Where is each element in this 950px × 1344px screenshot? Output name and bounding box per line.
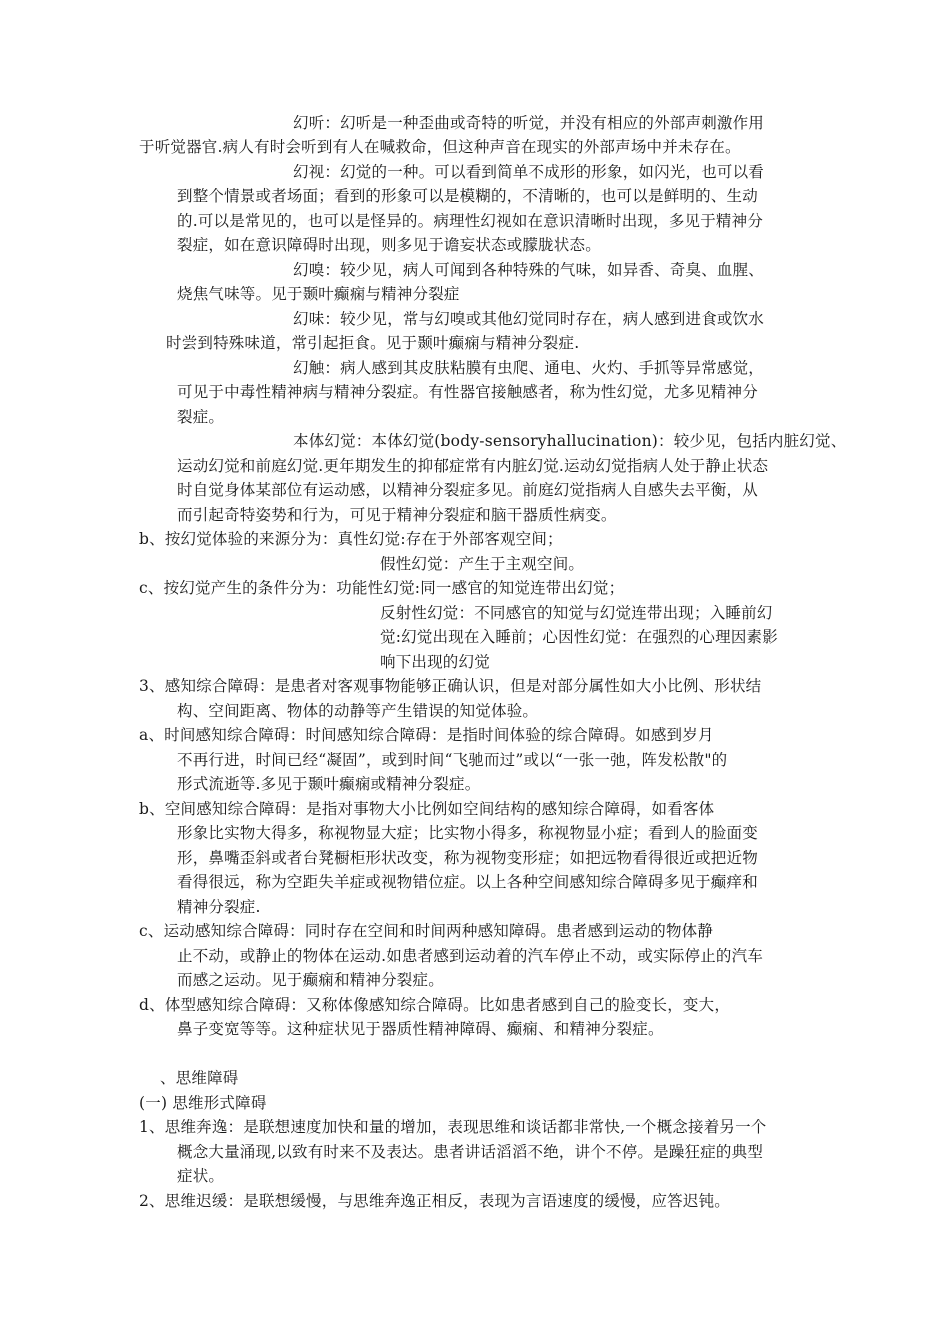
text-line: 的.可以是常见的，也可以是怪异的。病理性幻视如在意识清晰时出现，多见于精神分: [177, 212, 764, 230]
section-heading: 、思维障碍: [160, 1069, 239, 1087]
text-line: 裂症，如在意识障碍时出现，则多见于谵妄状态或朦胧状态。: [177, 236, 601, 254]
text-line: 幻味：较少见，常与幻嗅或其他幻觉同时存在，病人感到进食或饮水: [293, 310, 765, 328]
text-line: 看得很远，称为空距失羊症或视物错位症。以上各种空间感知综合障碍多见于癫痒和: [177, 873, 758, 891]
text-line: 幻听：幻听是一种歪曲或奇特的听觉，并没有相应的外部声刺激作用: [293, 114, 765, 132]
text-line: 时自觉身体某部位有运动感，以精神分裂症多见。前庭幻觉指病人自感失去平衡，从: [177, 481, 758, 499]
text-line: 概念大量涌现,以致有时来不及表达。患者讲话滔滔不绝，讲个不停。是躁狂症的典型: [177, 1143, 764, 1161]
text-line: 而感之运动。见于癫痫和精神分裂症。: [177, 971, 444, 989]
text-line: 觉:幻觉出现在入睡前；心因性幻觉：在强烈的心理因素影: [380, 628, 778, 646]
text-line: 而引起奇特姿势和行为，可见于精神分裂症和脑干器质性病变。: [177, 506, 617, 524]
text-line: a、时间感知综合障碍：时间感知综合障碍：是指时间体验的综合障碍。如感到岁月: [139, 726, 714, 744]
text-line: 形象比实物大得多，称视物显大症；比实物小得多，称视物显小症；看到人的脸面变: [177, 824, 758, 842]
text-line: 幻触：病人感到其皮肤粘膜有虫爬、通电、火灼、手抓等异常感觉，: [293, 359, 765, 377]
text-line: 鼻子变宽等等。这种症状见于器质性精神障碍、癫痫、和精神分裂症。: [177, 1020, 664, 1038]
text-line: 幻嗅：较少见，病人可闻到各种特殊的气味，如异香、奇臭、血腥、: [293, 261, 765, 279]
text-line: 精神分裂症.: [177, 898, 261, 916]
text-line: 烧焦气味等。见于颞叶癫痫与精神分裂症: [177, 285, 460, 303]
text-line: 运动幻觉和前庭幻觉.更年期发生的抑郁症常有内脏幻觉.运动幻觉指病人处于静止状态: [177, 457, 769, 475]
text-line: 形式流逝等.多见于颞叶癫痫或精神分裂症。: [177, 775, 481, 793]
text-line: 反射性幻觉：不同感官的知觉与幻觉连带出现；入睡前幻: [380, 604, 773, 622]
text-line: 症状。: [177, 1167, 225, 1185]
text-line: 止不动，或静止的物体在运动.如患者感到运动着的汽车停止不动，或实际停止的汽车: [177, 947, 764, 965]
text-line: 响下出现的幻觉: [380, 653, 490, 671]
text-line: 假性幻觉：产生于主观空间。: [380, 555, 585, 573]
text-line: 裂症。: [177, 408, 225, 426]
text-line: 3、感知综合障碍：是患者对客观事物能够正确认识，但是对部分属性如大小比例、形状结: [139, 677, 762, 695]
text-line: 时尝到特殊味道，常引起拒食。见于颞叶癫痫与精神分裂症.: [166, 334, 580, 352]
text-line: c、按幻觉产生的条件分为：功能性幻觉:同一感官的知觉连带出幻觉；: [139, 579, 625, 597]
text-line: 形，鼻嘴歪斜或者台凳橱柜形状改变，称为视物变形症；如把远物看得很近或把近物: [177, 849, 758, 867]
text-line: 构、空间距离、物体的动静等产生错误的知觉体验。: [177, 702, 539, 720]
text-line: d、体型感知综合障碍：又称体像感知综合障碍。比如患者感到自己的脸变长，变大，: [139, 996, 731, 1014]
text-line: 本体幻觉：本体幻觉(body-sensoryhallucination)：较少见，包括内脏幻觉、: [293, 432, 847, 450]
text-line: 2、思维迟缓：是联想缓慢，与思维奔逸正相反，表现为言语速度的缓慢，应答迟钝。: [139, 1192, 730, 1210]
text-line: c、运动感知综合障碍：同时存在空间和时间两种感知障碍。患者感到运动的物体静: [139, 922, 714, 940]
text-line: 到整个情景或者场面；看到的形象可以是模糊的，不清晰的，也可以是鲜明的、生动: [177, 187, 758, 205]
text-line: 幻视：幻觉的一种。可以看到简单不成形的形象，如闪光，也可以看: [293, 163, 765, 181]
text-line: 不再行进，时间已经“凝固”，或到时间“飞驰而过”或以“一张一弛，阵发松散"的: [177, 751, 728, 769]
subsection-heading: (一) 思维形式障碍: [139, 1094, 267, 1112]
text-line: 1、思维奔逸：是联想速度加快和量的增加，表现思维和谈话都非常快,一个概念接着另一个: [139, 1118, 767, 1136]
text-line: b、空间感知综合障碍：是指对事物大小比例如空间结构的感知综合障碍，如看客体: [139, 800, 715, 818]
text-line: b、按幻觉体验的来源分为：真性幻觉:存在于外部客观空间；: [139, 530, 563, 548]
text-line: 可见于中毒性精神病与精神分裂症。有性器官接触感者，称为性幻觉，尤多见精神分: [177, 383, 758, 401]
text-line: 于听觉器官.病人有时会听到有人在喊救命，但这种声音在现实的外部声场中并未存在。: [139, 138, 741, 156]
